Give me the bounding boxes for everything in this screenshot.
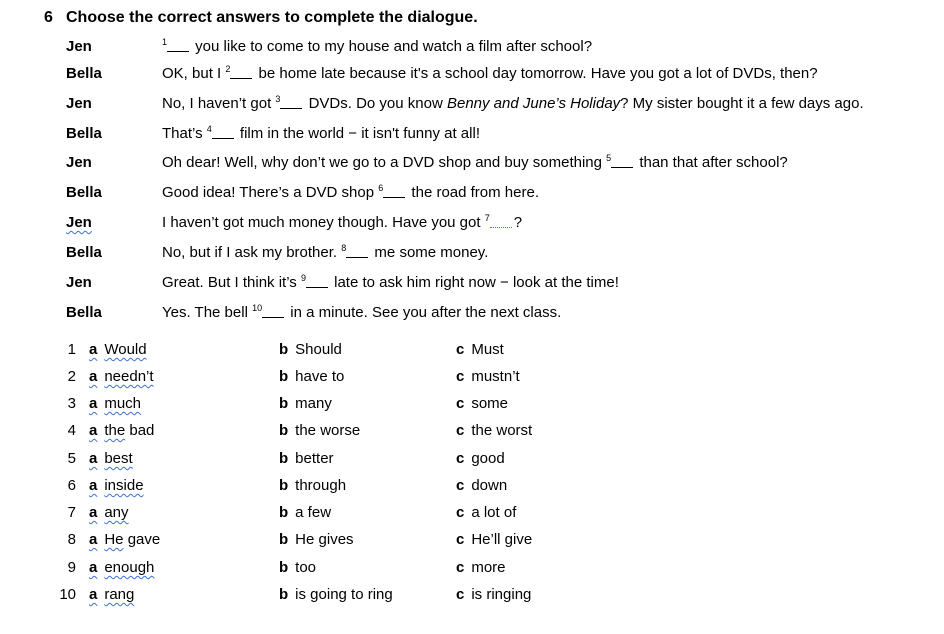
option-text: have to bbox=[295, 368, 345, 385]
text-segment: That’s bbox=[162, 125, 207, 142]
spellcheck-word: best bbox=[104, 450, 133, 467]
option-text: the worst bbox=[471, 422, 533, 439]
speaker-name: Jen bbox=[66, 214, 92, 231]
question-number: 7 bbox=[67, 504, 76, 521]
speaker-name: Bella bbox=[66, 125, 102, 142]
dialogue-text bbox=[162, 36, 592, 58]
question-number: 10 bbox=[59, 586, 76, 603]
option-letter: c bbox=[456, 559, 465, 576]
gap-number: 8 bbox=[341, 243, 347, 253]
text-segment: gave bbox=[123, 531, 161, 548]
option-b[interactable] bbox=[279, 584, 393, 606]
spellcheck-word: any bbox=[104, 504, 129, 521]
option-a[interactable] bbox=[89, 557, 154, 579]
dialogue-text bbox=[162, 63, 818, 85]
option-letter: c bbox=[456, 477, 465, 494]
option-text bbox=[104, 559, 154, 576]
option-letter: a bbox=[89, 586, 98, 603]
text-segment: film in the world − it isn't funny at all! bbox=[235, 125, 480, 142]
option-text: a few bbox=[295, 504, 332, 521]
option-letter: c bbox=[456, 368, 465, 385]
gap-number: 2 bbox=[225, 64, 231, 74]
question-number: 9 bbox=[67, 559, 76, 576]
option-text: the worse bbox=[295, 422, 361, 439]
speaker-name: Bella bbox=[66, 184, 102, 201]
gap-number: 1 bbox=[162, 37, 168, 47]
option-letter: c bbox=[456, 341, 465, 358]
option-a[interactable] bbox=[89, 584, 134, 606]
speaker-name: Jen bbox=[66, 154, 92, 171]
option-text bbox=[104, 450, 132, 467]
option-letter: c bbox=[456, 531, 465, 548]
gap-number: 5 bbox=[606, 153, 612, 163]
text-segment: No, I haven’t got bbox=[162, 95, 276, 112]
option-text: He gives bbox=[295, 531, 354, 548]
option-b[interactable] bbox=[279, 420, 360, 442]
question-number: 4 bbox=[67, 422, 76, 439]
dialogue-text bbox=[162, 242, 488, 264]
text-segment: ? bbox=[513, 214, 523, 231]
text-segment: DVDs. Do you know bbox=[304, 95, 447, 112]
exercise-number: 6 bbox=[44, 9, 53, 26]
option-letter: b bbox=[279, 395, 289, 412]
option-letter: b bbox=[279, 477, 289, 494]
answer-gap bbox=[346, 244, 368, 258]
option-letter: b bbox=[279, 504, 289, 521]
film-title: Benny and June’s Holiday bbox=[446, 95, 621, 112]
dialogue-text bbox=[162, 272, 619, 294]
option-letter: a bbox=[89, 504, 98, 521]
option-letter: a bbox=[89, 559, 98, 576]
text-segment: the road from here. bbox=[407, 184, 539, 201]
option-text: is ringing bbox=[471, 586, 532, 603]
spellcheck-word: much bbox=[104, 395, 142, 412]
option-letter: c bbox=[456, 504, 465, 521]
option-letter: c bbox=[456, 586, 465, 603]
option-text bbox=[104, 395, 141, 412]
question-number: 3 bbox=[67, 395, 76, 412]
option-text bbox=[104, 368, 153, 385]
spellcheck-word: enough bbox=[104, 559, 155, 576]
answer-gap bbox=[611, 154, 633, 168]
text-segment: in a minute. See you after the next class. bbox=[286, 304, 562, 321]
gap-number: 4 bbox=[206, 124, 212, 134]
option-a[interactable] bbox=[89, 448, 133, 470]
option-c[interactable] bbox=[456, 366, 520, 388]
gap-number: 9 bbox=[300, 273, 306, 283]
dialogue-text bbox=[162, 152, 788, 174]
gap-number: 6 bbox=[378, 183, 384, 193]
text-segment: bad bbox=[125, 422, 155, 439]
text-segment: you like to come to my house and watch a film after school? bbox=[191, 38, 593, 55]
answer-gap bbox=[167, 38, 189, 52]
answer-gap bbox=[230, 65, 252, 79]
option-letter: b bbox=[279, 422, 289, 439]
option-letter: a bbox=[89, 395, 98, 412]
option-letter: a bbox=[89, 422, 98, 439]
option-text: Should bbox=[295, 341, 342, 358]
option-b[interactable] bbox=[279, 339, 342, 361]
option-text: good bbox=[471, 450, 505, 467]
option-letter: b bbox=[279, 531, 289, 548]
exercise-title: Choose the correct answers to complete the dialogue. bbox=[66, 9, 478, 26]
spellcheck-word: inside bbox=[104, 477, 144, 494]
option-letter: a bbox=[89, 477, 98, 494]
text-segment: than that after school? bbox=[635, 154, 788, 171]
dialogue-text bbox=[162, 302, 561, 324]
question-number: 5 bbox=[67, 450, 76, 467]
option-text: some bbox=[471, 395, 509, 412]
text-segment: OK, but I bbox=[162, 65, 226, 82]
option-letter: c bbox=[456, 422, 465, 439]
option-text bbox=[104, 422, 154, 439]
dialogue-text bbox=[162, 212, 522, 234]
option-text: many bbox=[295, 395, 332, 412]
question-number: 6 bbox=[67, 477, 76, 494]
speaker-name: Jen bbox=[66, 38, 92, 55]
option-b[interactable] bbox=[279, 529, 354, 551]
speaker-name: Jen bbox=[66, 95, 92, 112]
option-b[interactable] bbox=[279, 393, 332, 415]
option-b[interactable] bbox=[279, 475, 346, 497]
option-text: through bbox=[295, 477, 347, 494]
option-text: too bbox=[295, 559, 317, 576]
option-letter: b bbox=[279, 368, 289, 385]
text-segment: me some money. bbox=[370, 244, 489, 261]
question-number: 8 bbox=[67, 531, 76, 548]
spellcheck-word: Would bbox=[104, 341, 147, 358]
option-b[interactable] bbox=[279, 366, 344, 388]
option-c[interactable] bbox=[456, 339, 504, 361]
gap-number: 7 bbox=[484, 213, 490, 223]
option-text bbox=[104, 586, 134, 603]
option-text bbox=[104, 504, 128, 521]
speaker-name: Jen bbox=[66, 274, 92, 291]
option-text: mustn’t bbox=[471, 368, 520, 385]
option-a[interactable] bbox=[89, 339, 147, 361]
question-number: 2 bbox=[67, 368, 76, 385]
option-text: more bbox=[471, 559, 506, 576]
option-c[interactable] bbox=[456, 557, 506, 579]
text-segment: No, but if I ask my brother. bbox=[162, 244, 342, 261]
option-c[interactable] bbox=[456, 529, 532, 551]
option-text bbox=[104, 477, 143, 494]
text-segment: I haven’t got much money though. Have you got bbox=[162, 214, 485, 231]
answer-gap bbox=[262, 304, 284, 318]
option-letter: c bbox=[456, 395, 465, 412]
option-c[interactable] bbox=[456, 420, 532, 442]
option-text: is going to ring bbox=[295, 586, 393, 603]
text-segment: be home late because it's a school day tomorrow. Have you got a lot of DVDs, then? bbox=[254, 65, 818, 82]
option-text bbox=[104, 341, 146, 358]
option-text: Must bbox=[471, 341, 504, 358]
option-letter: a bbox=[89, 531, 98, 548]
text-segment: Oh dear! Well, why don’t we go to a DVD shop and buy something bbox=[162, 154, 607, 171]
question-number: 1 bbox=[67, 341, 76, 358]
spellcheck-word: the bbox=[104, 422, 126, 439]
option-a[interactable] bbox=[89, 366, 154, 388]
option-text bbox=[104, 531, 160, 548]
text-segment: ? My sister bought it a few days ago. bbox=[620, 95, 864, 112]
option-letter: c bbox=[456, 450, 465, 467]
option-b[interactable] bbox=[279, 502, 331, 524]
text-segment: Good idea! There’s a DVD shop bbox=[162, 184, 379, 201]
option-a[interactable] bbox=[89, 475, 144, 497]
answer-gap bbox=[280, 95, 302, 109]
exercise-heading bbox=[44, 9, 478, 27]
speaker-name: Bella bbox=[66, 244, 102, 261]
text-segment: Great. But I think it’s bbox=[162, 274, 301, 291]
option-text: down bbox=[471, 477, 508, 494]
option-a[interactable] bbox=[89, 420, 154, 442]
dialogue-text bbox=[162, 93, 864, 115]
option-letter: b bbox=[279, 450, 289, 467]
text-segment: Yes. The bell bbox=[162, 304, 253, 321]
dialogue-text bbox=[162, 182, 539, 204]
option-letter: b bbox=[279, 559, 289, 576]
speaker-name: Bella bbox=[66, 65, 102, 82]
option-letter: a bbox=[89, 368, 98, 385]
option-c[interactable] bbox=[456, 584, 531, 606]
dialogue-text bbox=[162, 123, 480, 145]
text-segment: late to ask him right now − look at the time! bbox=[329, 274, 619, 291]
option-a[interactable] bbox=[89, 393, 141, 415]
option-letter: b bbox=[279, 341, 289, 358]
option-c[interactable] bbox=[456, 502, 516, 524]
answer-gap bbox=[383, 184, 405, 198]
option-c[interactable] bbox=[456, 475, 507, 497]
option-a[interactable] bbox=[89, 529, 160, 551]
option-b[interactable] bbox=[279, 448, 334, 470]
speaker-name: Bella bbox=[66, 304, 102, 321]
option-b[interactable] bbox=[279, 557, 316, 579]
answer-gap bbox=[212, 125, 234, 139]
spellcheck-word: rang bbox=[104, 586, 135, 603]
option-c[interactable] bbox=[456, 393, 508, 415]
option-c[interactable] bbox=[456, 448, 505, 470]
option-text: better bbox=[295, 450, 334, 467]
option-letter: a bbox=[89, 450, 98, 467]
gap-number: 3 bbox=[275, 94, 281, 104]
gap-number: 10 bbox=[252, 303, 263, 313]
option-a[interactable] bbox=[89, 502, 129, 524]
option-letter: a bbox=[89, 341, 98, 358]
option-letter: b bbox=[279, 586, 289, 603]
spellcheck-word: He bbox=[104, 531, 124, 548]
answer-gap bbox=[490, 214, 512, 228]
answer-gap bbox=[306, 274, 328, 288]
option-text: He’ll give bbox=[471, 531, 533, 548]
spellcheck-word: needn’t bbox=[104, 368, 154, 385]
option-text: a lot of bbox=[471, 504, 517, 521]
